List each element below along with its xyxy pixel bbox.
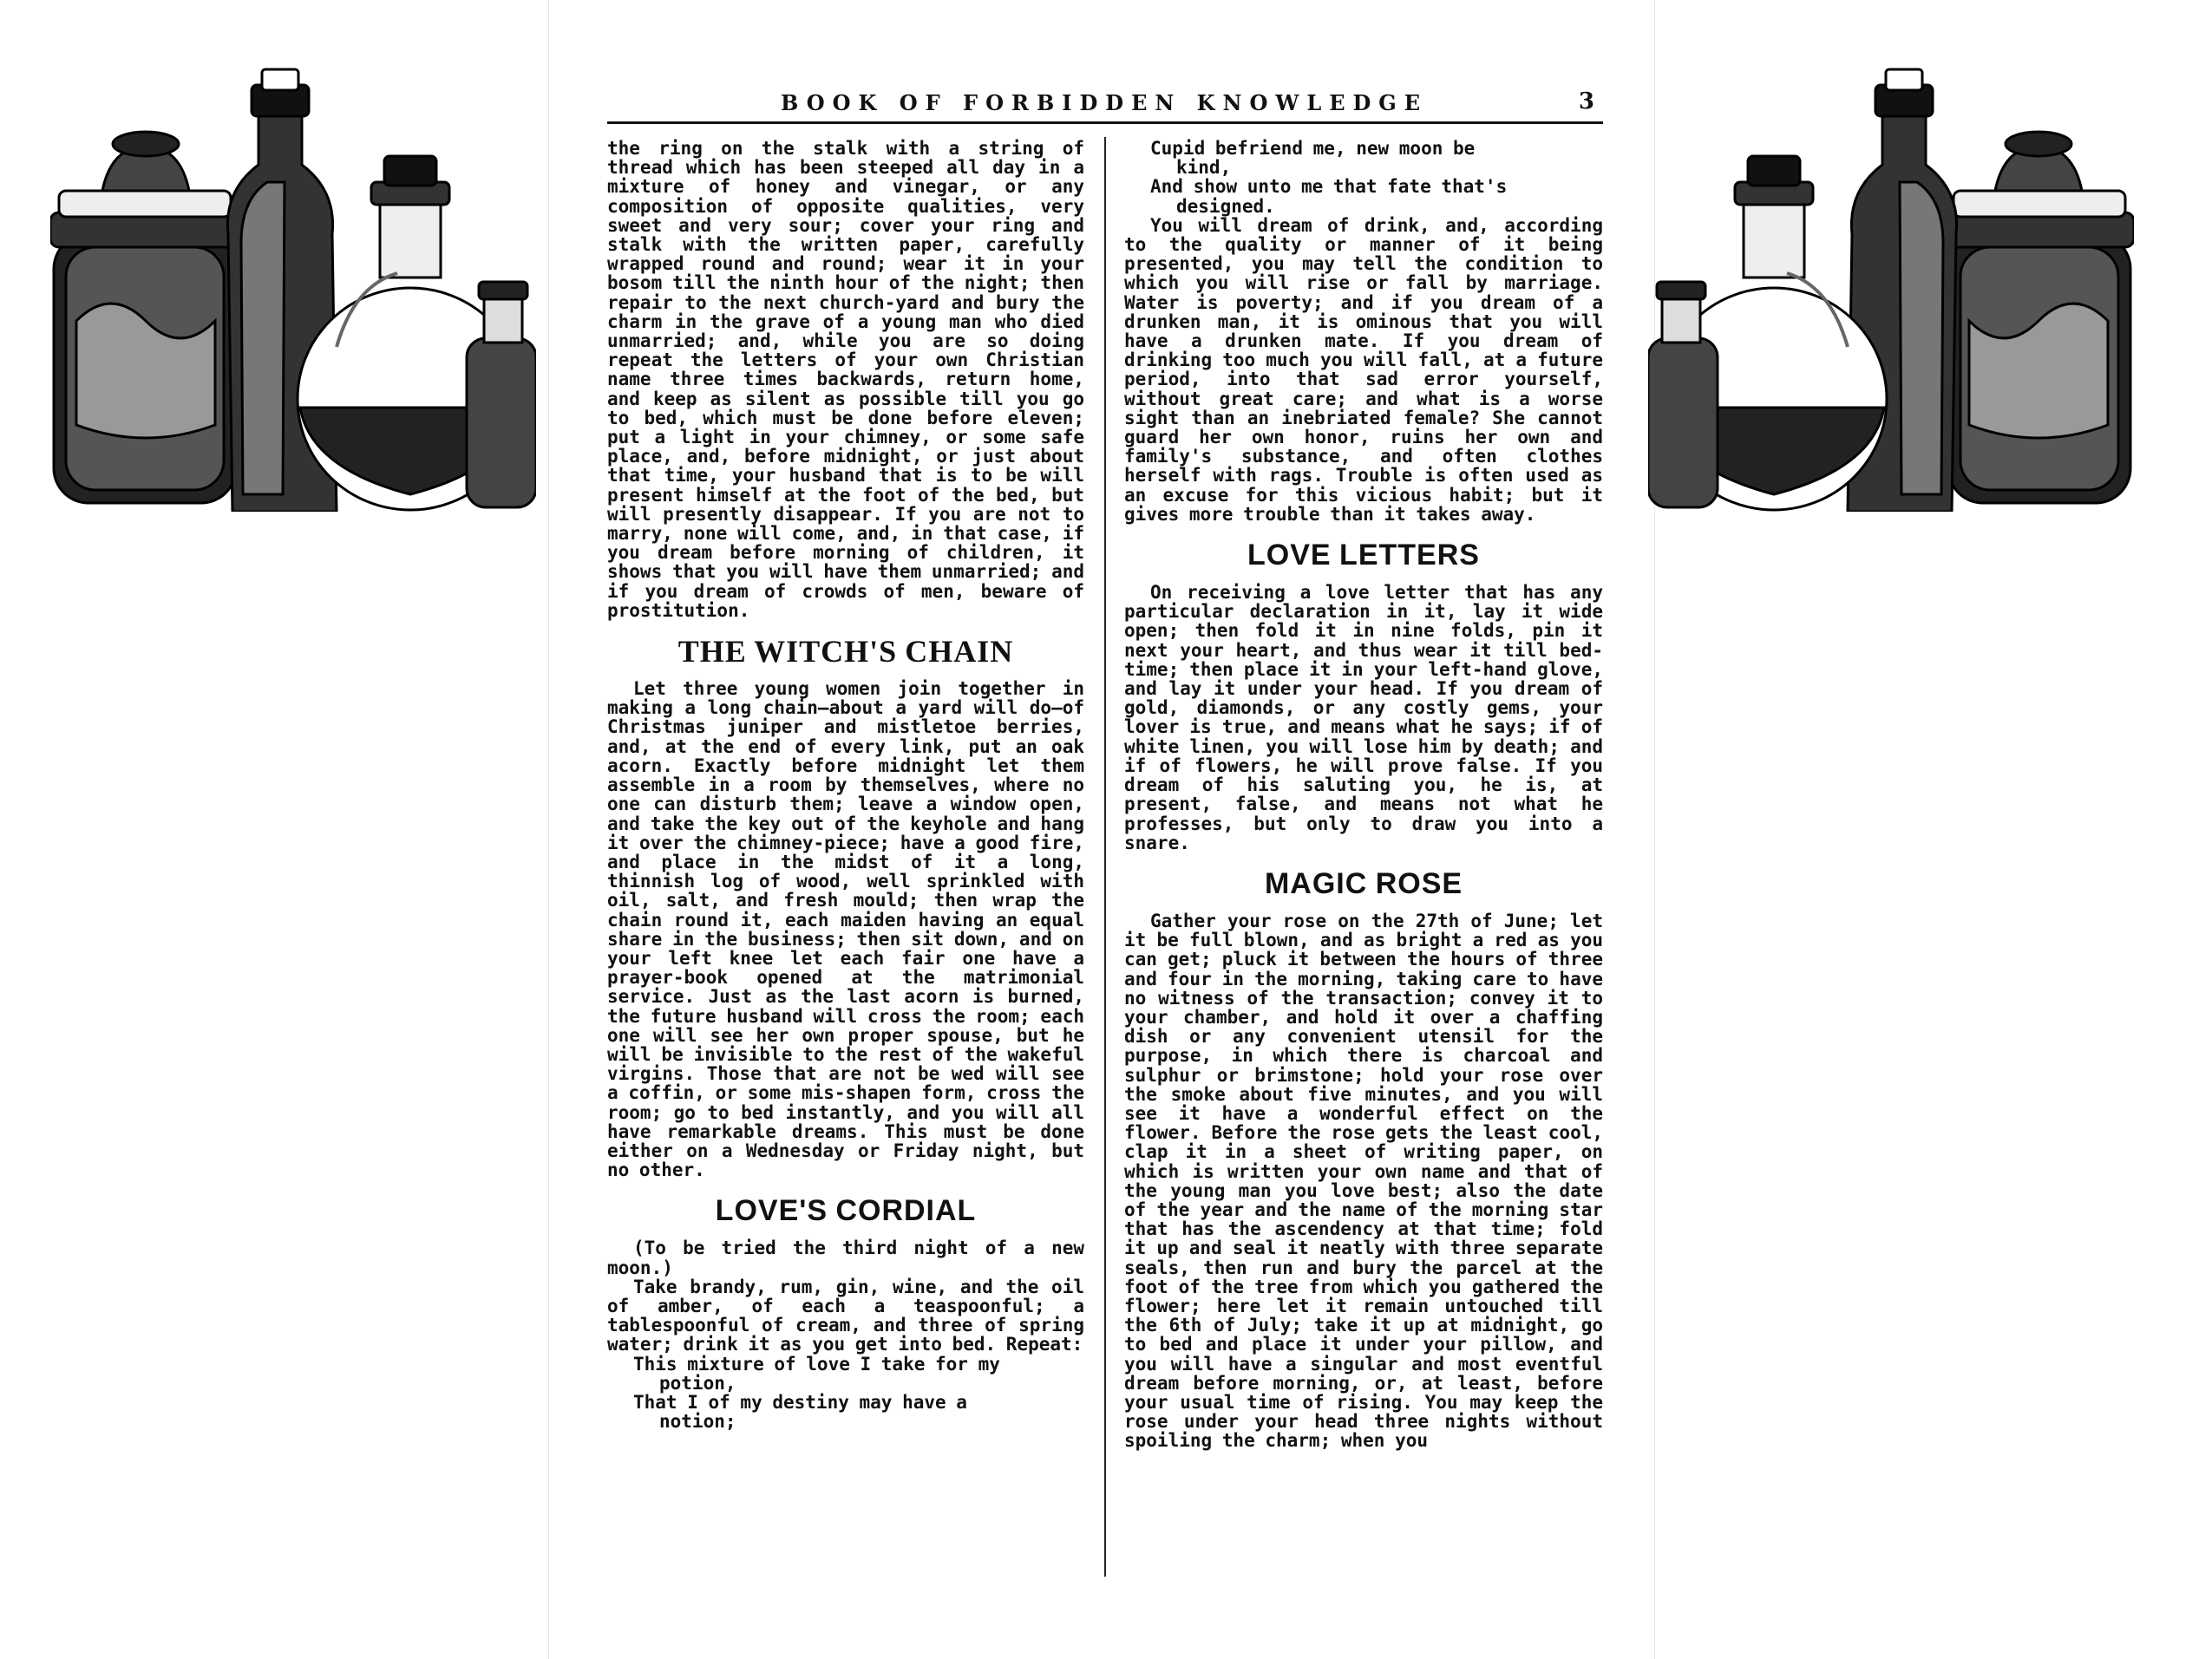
heading-love-letters: LOVE LETTERS — [1247, 539, 1480, 572]
paragraph-witchs-chain: Let three young women join together in making a long chain—about a yard will do—of Christmas juniper and mistletoe berries, and, at the end of every link, put an oak acorn. Exactly before midnight let them assemble in a room by themselves, where no one can disturb them; leave a window open, and take the key out of the keyhole and hang it over the chimney-piece; have a good fire, and place in the midst of it a long, thinnish log of wood, well sprinkled with oil, salt, and fresh mould; then wrap the chain round it, each maiden having an equal share in the business; then sit down, and on your left knee let each fair one have a prayer-book opened at the matrimonial service. Just as the last acorn is burned, the future husband will cross the room; each one will see her own proper spouse, but he will be invisible to the rest of the wakeful virgins. Those that are not be wed will see a coffin, or some mis-shapen form, cross the room; go to bed instantly, and you will all have remarkable dreams. This must be done either on a Wednesday or Friday night, but no other. — [607, 678, 1084, 1181]
right-column — [1124, 139, 1603, 1451]
verse-text: That I of my destiny may have a — [633, 1391, 967, 1413]
page-number: 3 — [1578, 88, 1594, 114]
paragraph-cordial-recipe: Take brandy, rum, gin, wine, and the oil of amber, of each a teaspoonful; a tablespoonful of cream, and three of spring water; drink it as you get into bed. Repeat: — [607, 1276, 1084, 1355]
verse-line — [607, 1355, 1084, 1393]
running-head — [607, 87, 1603, 124]
paragraph-cordial-note: (To be tried the third night of a new moon.) — [607, 1238, 1084, 1278]
verse-text: designed. — [1176, 195, 1275, 217]
paragraph-love-letters: On receiving a love letter that has any particular declaration in it, lay it wide open; then fold it in nine folds, pin it next your heart, and thus wear it till bed-time; then place it in your left-hand glove, and lay it under your head. If you dream of gold, diamonds, or any costly gems, your lover is true, and means what he says; if of white linen, you will lose him by death; and if of flowers, he will prove false. If you dream of his saluting you, he is, at present, false, and means not what he professes, but only to draw you into a snare. — [1124, 582, 1603, 853]
verse-text: Cupid befriend me, new moon be — [1150, 138, 1476, 159]
verse-line — [1124, 177, 1603, 215]
heading-magic-rose: MAGIC ROSE — [1264, 866, 1463, 900]
verse-line — [607, 1393, 1084, 1431]
verse-text: This mixture of love I take for my — [633, 1353, 1000, 1375]
verse-text: notion; — [659, 1411, 736, 1433]
heading-witchs-chain: THE WITCH'S CHAIN — [677, 634, 1014, 669]
apothecary-bottles-icon — [50, 61, 536, 512]
left-column — [607, 139, 1084, 1431]
verse-line — [1124, 139, 1603, 177]
verse-text: And show unto me that fate that's — [1150, 176, 1508, 198]
verse-text: kind, — [1176, 157, 1232, 179]
paragraph-ring-charm: the ring on the stalk with a string of thread which has been steeped all day in a mixture of honey and vinegar, or any composition of opposite qualities, very sweet and very sour; cover your ring and stalk with the written paper, carefully wrapped round and round; wear it in your bosom till the ninth hour of the night; then repair to the next church-yard and bury the charm in the grave of a young man who died unmarried; and, while you are so doing repeat the letters of your own Christian name three times backwards, return home, and keep as silent as possible till you go to bed, which must be done before eleven; put a light in your chimney, or some safe place, and, before midnight, or just about that time, your husband that is to be will present himself at the foot of the bed, but will presently disappear. If you are not to marry, none will come, and, in that case, if you dream before morning of children, it shows that you will have them unmarried; and if you dream of crowds of men, beware of prostitution. — [607, 138, 1084, 621]
paragraph-magic-rose: Gather your rose on the 27th of June; let it be full blown, and as bright a red as you can get; pluck it between the hours of three and four in the morning, taking care to have no witness of the transaction; convey it to your chamber, and hold it over a chaffing dish or any convenient utensil for the purpose, in which there is charcoal and sulphur or brimstone; hold your rose over the smoke about five minutes, and you will see it have a wonderful effect on the flower. Before the rose gets the least cool, clap it in a sheet of writing paper, on which is written your own name and that of the young man you love best; also the date of the year and the name of the morning star that has the ascendency at that time; fold it up and seal it neatly with three separate seals, then run and bury the parcel at the foot of the tree from which you gathered the flower; here let it remain untouched till the 6th of July; take it up at midnight, go to bed and place it under your pillow, and you will have a singular and most eventful dream before morning, or, at least, before your usual time of rising. You may keep the rose under your head three nights without spoiling the charm; when you — [1124, 910, 1603, 1452]
heading-loves-cordial: LOVE'S CORDIAL — [715, 1194, 977, 1228]
column-divider — [1104, 137, 1106, 1577]
verse-text: potion, — [659, 1372, 736, 1394]
running-head-title: BOOK OF FORBIDDEN KNOWLEDGE — [781, 90, 1429, 115]
apothecary-bottles-icon — [1648, 61, 2134, 512]
paragraph-dream-of-drink: You will dream of drink, and, according to the quality or manner of it being presented, you may tell the condition to which you will rise or fall by marriage. Water is poverty; and if you dream of a drunken man, it is ominous that you will have a drunken mate. If you dream of drinking too much you will fall, at a future period, into that sad error yourself, without great care; and what is a worse sight than an inebriated female? She cannot guard her own honor, ruins her own and family's substance, and often clothes herself with rags. Trouble is often used as an excuse for this vicious habit; but it gives more trouble than it takes away. — [1124, 214, 1603, 525]
